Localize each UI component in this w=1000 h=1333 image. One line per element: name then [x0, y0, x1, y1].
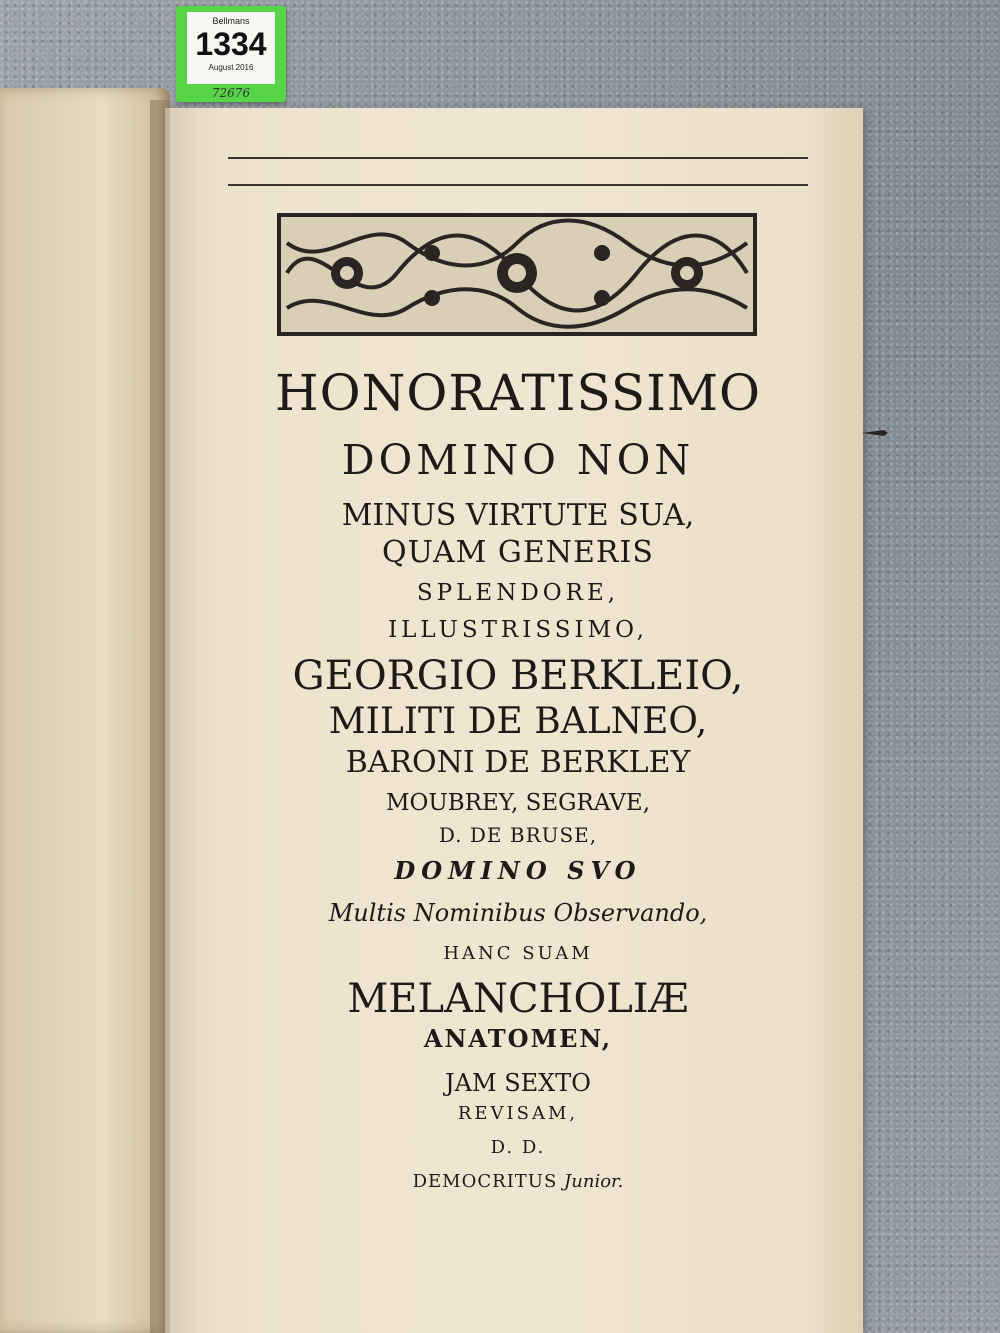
- author-suffix: Junior.: [564, 1171, 624, 1192]
- left-book-page: [0, 88, 170, 1333]
- dedication-line: REVISAM,: [457, 1103, 579, 1124]
- dedication-line: DOMINO NON: [341, 436, 695, 484]
- dedication-line: HONORATISSIMO: [274, 364, 762, 422]
- dedication-line: GEORGIO BERKLEIO,: [292, 653, 744, 699]
- lot-number: 1334: [195, 26, 267, 62]
- dedication-line: BARONI DE BERKLEY: [345, 745, 691, 780]
- author-name: DEMOCRITUS: [412, 1171, 558, 1192]
- margin-pencil-mark: [862, 428, 888, 438]
- dedication-line: HANC SUAM: [443, 943, 593, 964]
- dedication-line: JAM SEXTO: [445, 1069, 591, 1097]
- dedication-line: MILITI DE BALNEO,: [328, 701, 708, 742]
- handwritten-inventory-number: 72676: [211, 86, 251, 100]
- author-signature: [228, 1173, 808, 1191]
- woodcut-headpiece-ornament: [277, 213, 757, 336]
- dedication-line: ANATOMEN,: [423, 1024, 613, 1053]
- book-spine-shadow: [150, 100, 170, 1333]
- top-rule: [228, 157, 808, 159]
- dedication-line: D. DE BRUSE,: [438, 823, 598, 847]
- lot-number-label: [176, 6, 286, 102]
- dedication-line: DOMINO SVO: [394, 856, 642, 885]
- auction-house-name: Bellmans: [212, 16, 250, 26]
- sale-date: August 2016: [208, 63, 254, 72]
- second-rule: [228, 184, 808, 186]
- dedication-line: MOUBREY, SEGRAVE,: [385, 790, 651, 816]
- dedication-line: D. D.: [490, 1137, 546, 1158]
- dedication-line: ILLUSTRISSIMO,: [388, 617, 648, 643]
- dedication-line: SPLENDORE,: [416, 580, 620, 606]
- dedication-line: Multis Nominibus Observando,: [328, 899, 708, 927]
- dedication-line: MELANCHOLIÆ: [347, 976, 689, 1022]
- dedication-line: MINUS VIRTUTE SUA,: [341, 498, 695, 533]
- dedication-text: [228, 360, 808, 1191]
- dedication-line: QUAM GENERIS: [382, 535, 654, 570]
